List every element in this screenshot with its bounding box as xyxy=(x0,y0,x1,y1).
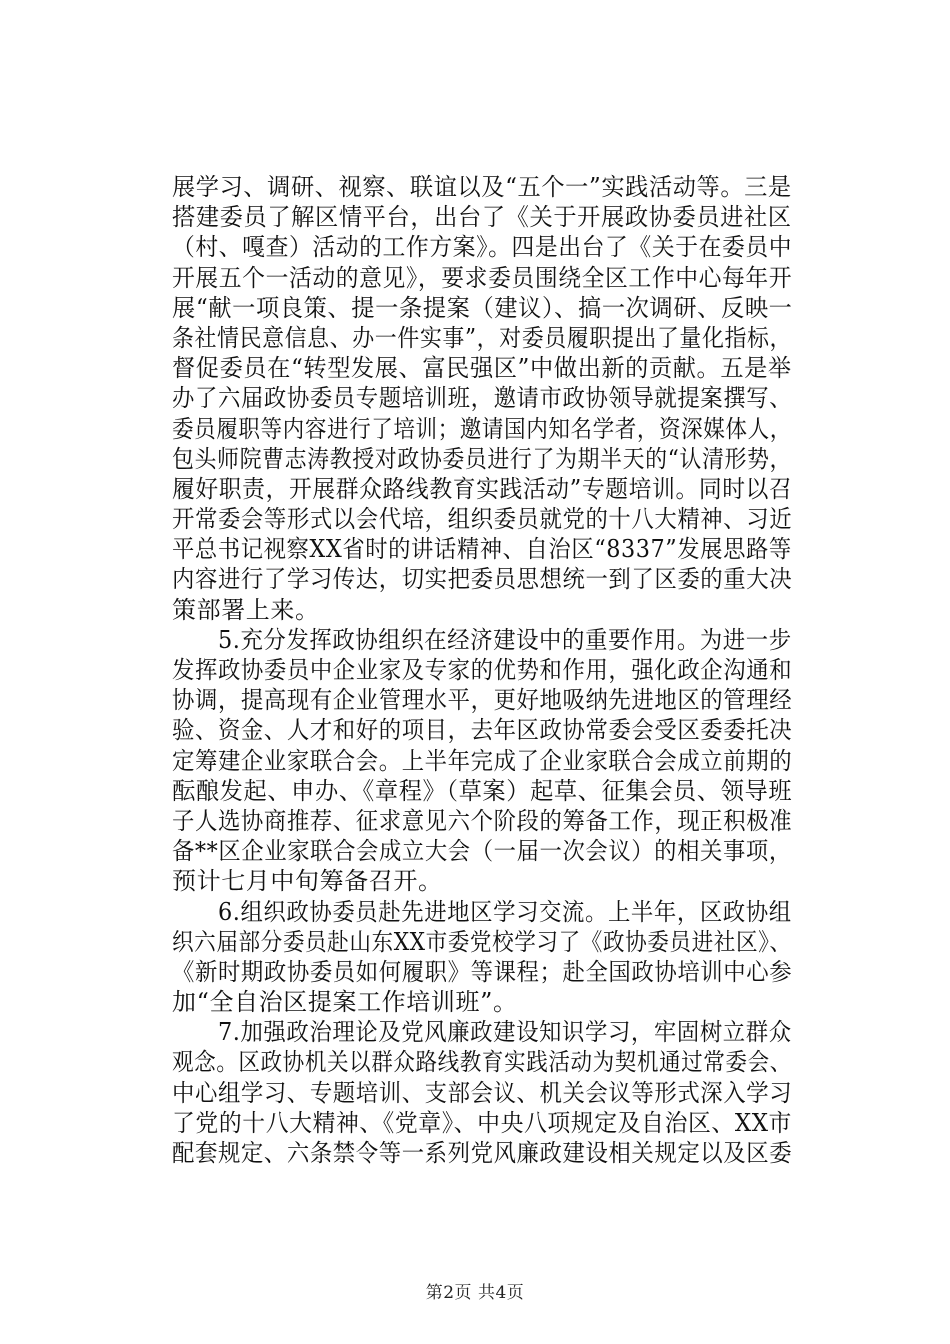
text-line: 5.充分发挥政协组织在经济建设中的重要作用。为进一步 xyxy=(172,625,792,654)
text-line: 协调，提高现有企业管理水平，更好地吸纳先进地区的管理经 xyxy=(172,686,793,715)
body-text xyxy=(172,172,792,1168)
text-line: 搭建委员了解区情平台，出台了《关于开展政协委员进社区 xyxy=(172,203,792,232)
text-line: 配套规定、六条禁令等一系列党风廉政建设相关规定以及区委 xyxy=(172,1139,793,1167)
text-line: 开常委会等形式以会代培，组织委员就党的十八大精神、习近 xyxy=(172,505,793,534)
text-line: 加“全自治区提案工作培训班”。 xyxy=(172,988,518,1017)
text-line: 委员履职等内容进行了培训；邀请国内知名学者，资深媒体人， xyxy=(172,414,792,443)
page-footer: 第2页 共4页 xyxy=(425,1283,525,1303)
text-line: 条社情民意信息、办一件实事”，对委员履职提出了量化指标， xyxy=(172,323,793,352)
text-line: （村、嘎查）活动的工作方案》。四是出台了《关于在委员中 xyxy=(172,233,793,262)
text-line: 6.组织政协委员赴先进地区学习交流。上半年，区政协组 xyxy=(172,897,792,926)
text-line: 督促委员在“转型发展、富民强区”中做出新的贡献。五是举 xyxy=(172,354,792,383)
text-line: 验、资金、人才和好的项目，去年区政协常委会受区委委托决 xyxy=(172,716,793,745)
text-line: 平总书记视察XX省时的讲话精神、自治区“8337”发展思路等 xyxy=(172,535,792,564)
text-line: 织六届部分委员赴山东XX市委党校学习了《政协委员进社区》、 xyxy=(172,927,792,956)
text-line: 内容进行了学习传达，切实把委员思想统一到了区委的重大决 xyxy=(172,565,793,594)
text-line: 包头师院曹志涛教授对政协委员进行了为期半天的“认清形势， xyxy=(172,444,793,473)
text-line: 定筹建企业家联合会。上半年完成了企业家联合会成立前期的 xyxy=(172,746,793,775)
text-line: 开展五个一活动的意见》，要求委员围绕全区工作中心每年开 xyxy=(172,263,793,292)
text-line: 《新时期政协委员如何履职》等课程；赴全国政协培训中心参 xyxy=(172,957,793,986)
text-line: 中心组学习、专题培训、支部会议、机关会议等形式深入学习 xyxy=(172,1078,793,1107)
text-line: 子人选协商推荐、征求意见六个阶段的筹备工作，现正积极准 xyxy=(172,806,793,835)
text-line: 观念。区政协机关以群众路线教育实践活动为契机通过常委会、 xyxy=(172,1048,792,1077)
text-line: 办了六届政协委员专题培训班，邀请市政协领导就提案撰写、 xyxy=(172,384,793,413)
text-line: 备**区企业家联合会成立大会（一届一次会议）的相关事项， xyxy=(172,837,792,866)
text-line: 预计七月中旬筹备召开。 xyxy=(172,867,443,896)
text-line: 展“献一项良策、提一条提案（建议）、搞一次调研、反映一 xyxy=(172,293,793,322)
text-line: 展学习、调研、视察、联谊以及“五个一”实践活动等。三是 xyxy=(172,173,792,201)
text-line: 了党的十八大精神、《党章》、中央八项规定及自治区、XX市 xyxy=(172,1108,792,1137)
text-line: 策部署上来。 xyxy=(172,595,320,624)
text-line: 7.加强政治理论及党风廉政建设知识学习，牢固树立群众 xyxy=(172,1018,792,1047)
text-line: 发挥政协委员中企业家及专家的优势和作用，强化政企沟通和 xyxy=(172,656,793,684)
text-line: 履好职责，开展群众路线教育实践活动”专题培训。同时以召 xyxy=(172,474,793,503)
text-line: 酝酿发起、申办、《章程》（草案）起草、征集会员、领导班 xyxy=(172,776,793,805)
